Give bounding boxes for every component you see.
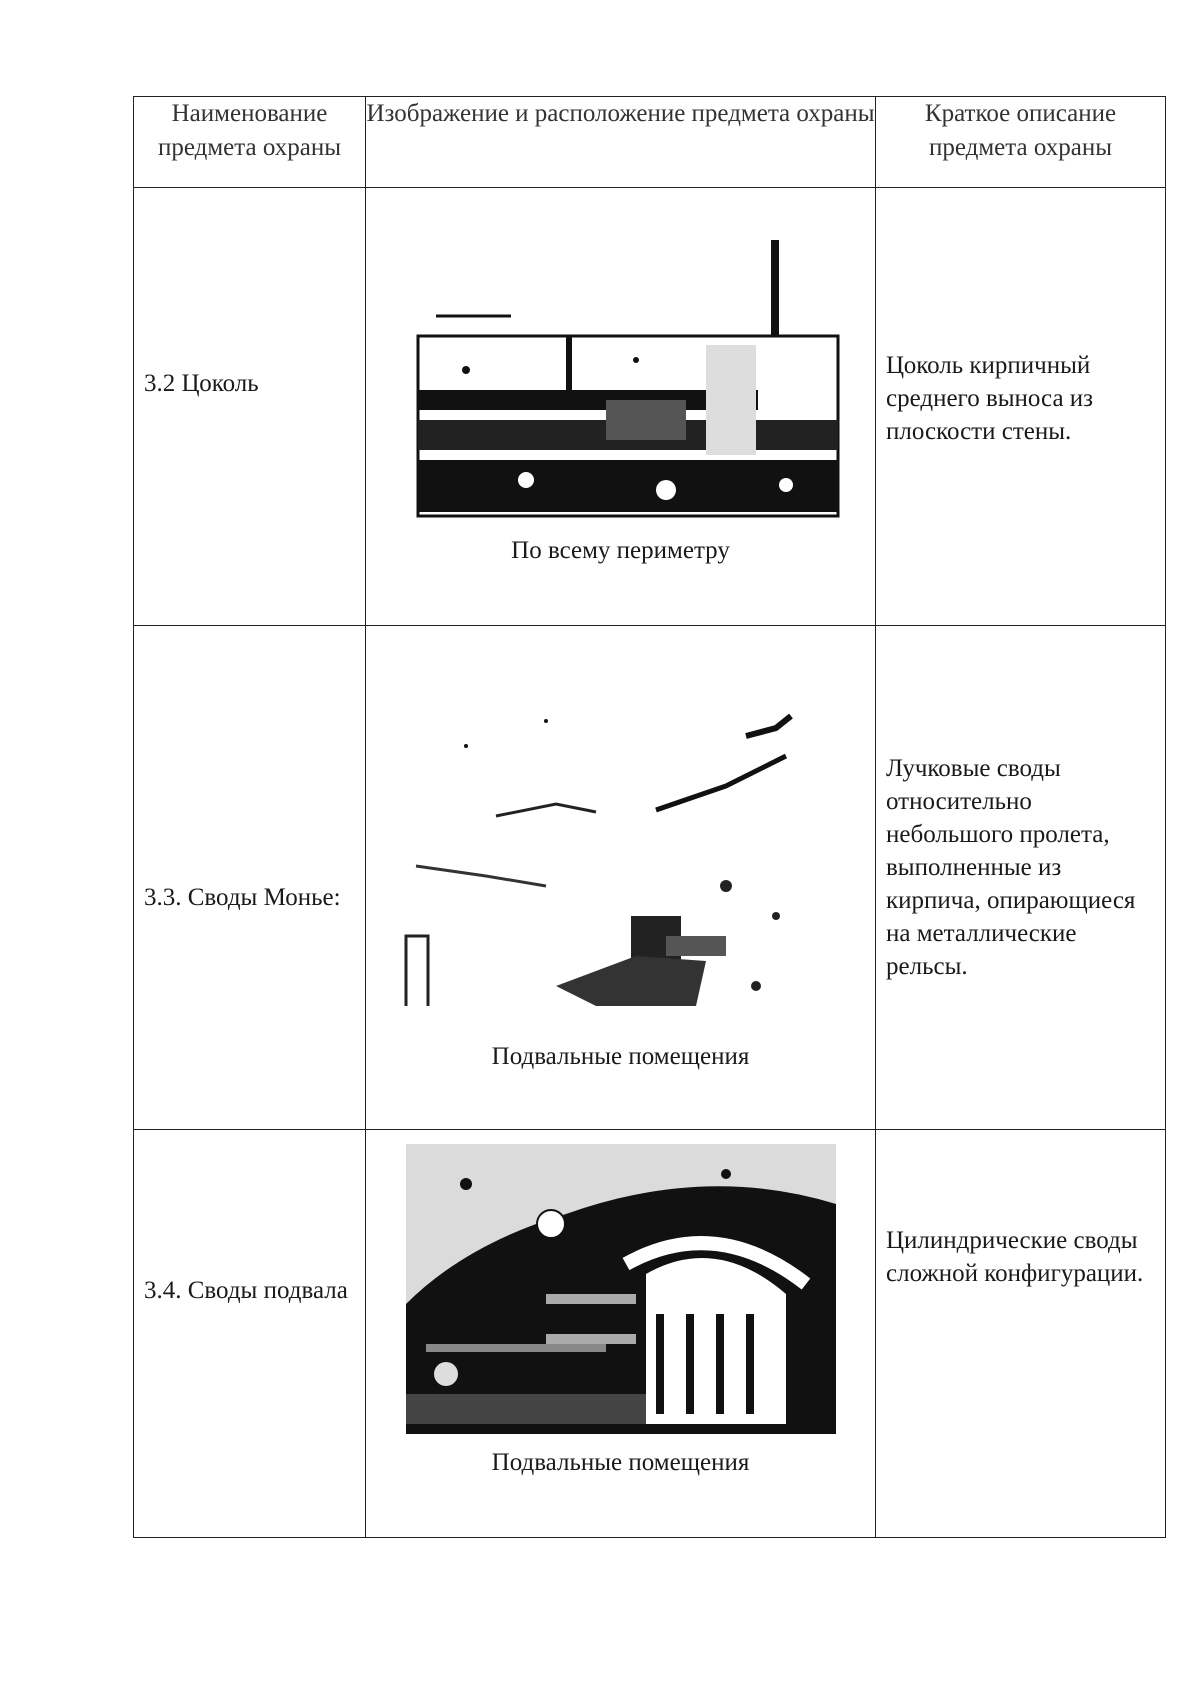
row-description-text: Лучковые своды относительно небольшого пролета, выполненные из кирпича, опирающиеся на металлические рельсы. <box>886 755 1136 980</box>
plinth-photo <box>406 240 846 520</box>
row-name-text: 3.2 Цоколь <box>144 369 259 397</box>
header-image: Изображение и расположение предмета охраны <box>366 97 876 188</box>
table-header-row <box>134 97 1166 188</box>
row-image-cell <box>366 188 876 626</box>
table-row <box>134 626 1166 1130</box>
row-description-text: Цоколь кирпичный среднего выноса из плоскости стены. <box>886 352 1094 445</box>
row-name <box>134 626 366 1130</box>
row-name-text: 3.3. Своды Монье: <box>144 883 341 911</box>
row-description <box>876 1130 1166 1538</box>
header-description: Краткое описание предмета охраны <box>876 97 1166 188</box>
row-image-cell <box>366 626 876 1130</box>
row-name <box>134 188 366 626</box>
monier-vault-photo <box>396 686 846 1006</box>
table-row <box>134 1130 1166 1538</box>
image-caption: Подвальные помещения <box>491 1043 750 1070</box>
table-row <box>134 188 1166 626</box>
heritage-table <box>133 96 1166 1538</box>
row-name-text: 3.4. Своды подвала <box>144 1276 348 1304</box>
row-name <box>134 1130 366 1538</box>
header-name: Наименование предмета охраны <box>134 97 366 188</box>
row-description <box>876 626 1166 1130</box>
row-image-cell <box>366 1130 876 1538</box>
image-caption: По всему периметру <box>511 537 730 564</box>
row-description-text: Цилиндрические своды сложной конфигурации. <box>886 1226 1144 1287</box>
image-caption: Подвальные помещения <box>491 1449 750 1476</box>
basement-vault-photo <box>406 1144 836 1434</box>
row-description <box>876 188 1166 626</box>
